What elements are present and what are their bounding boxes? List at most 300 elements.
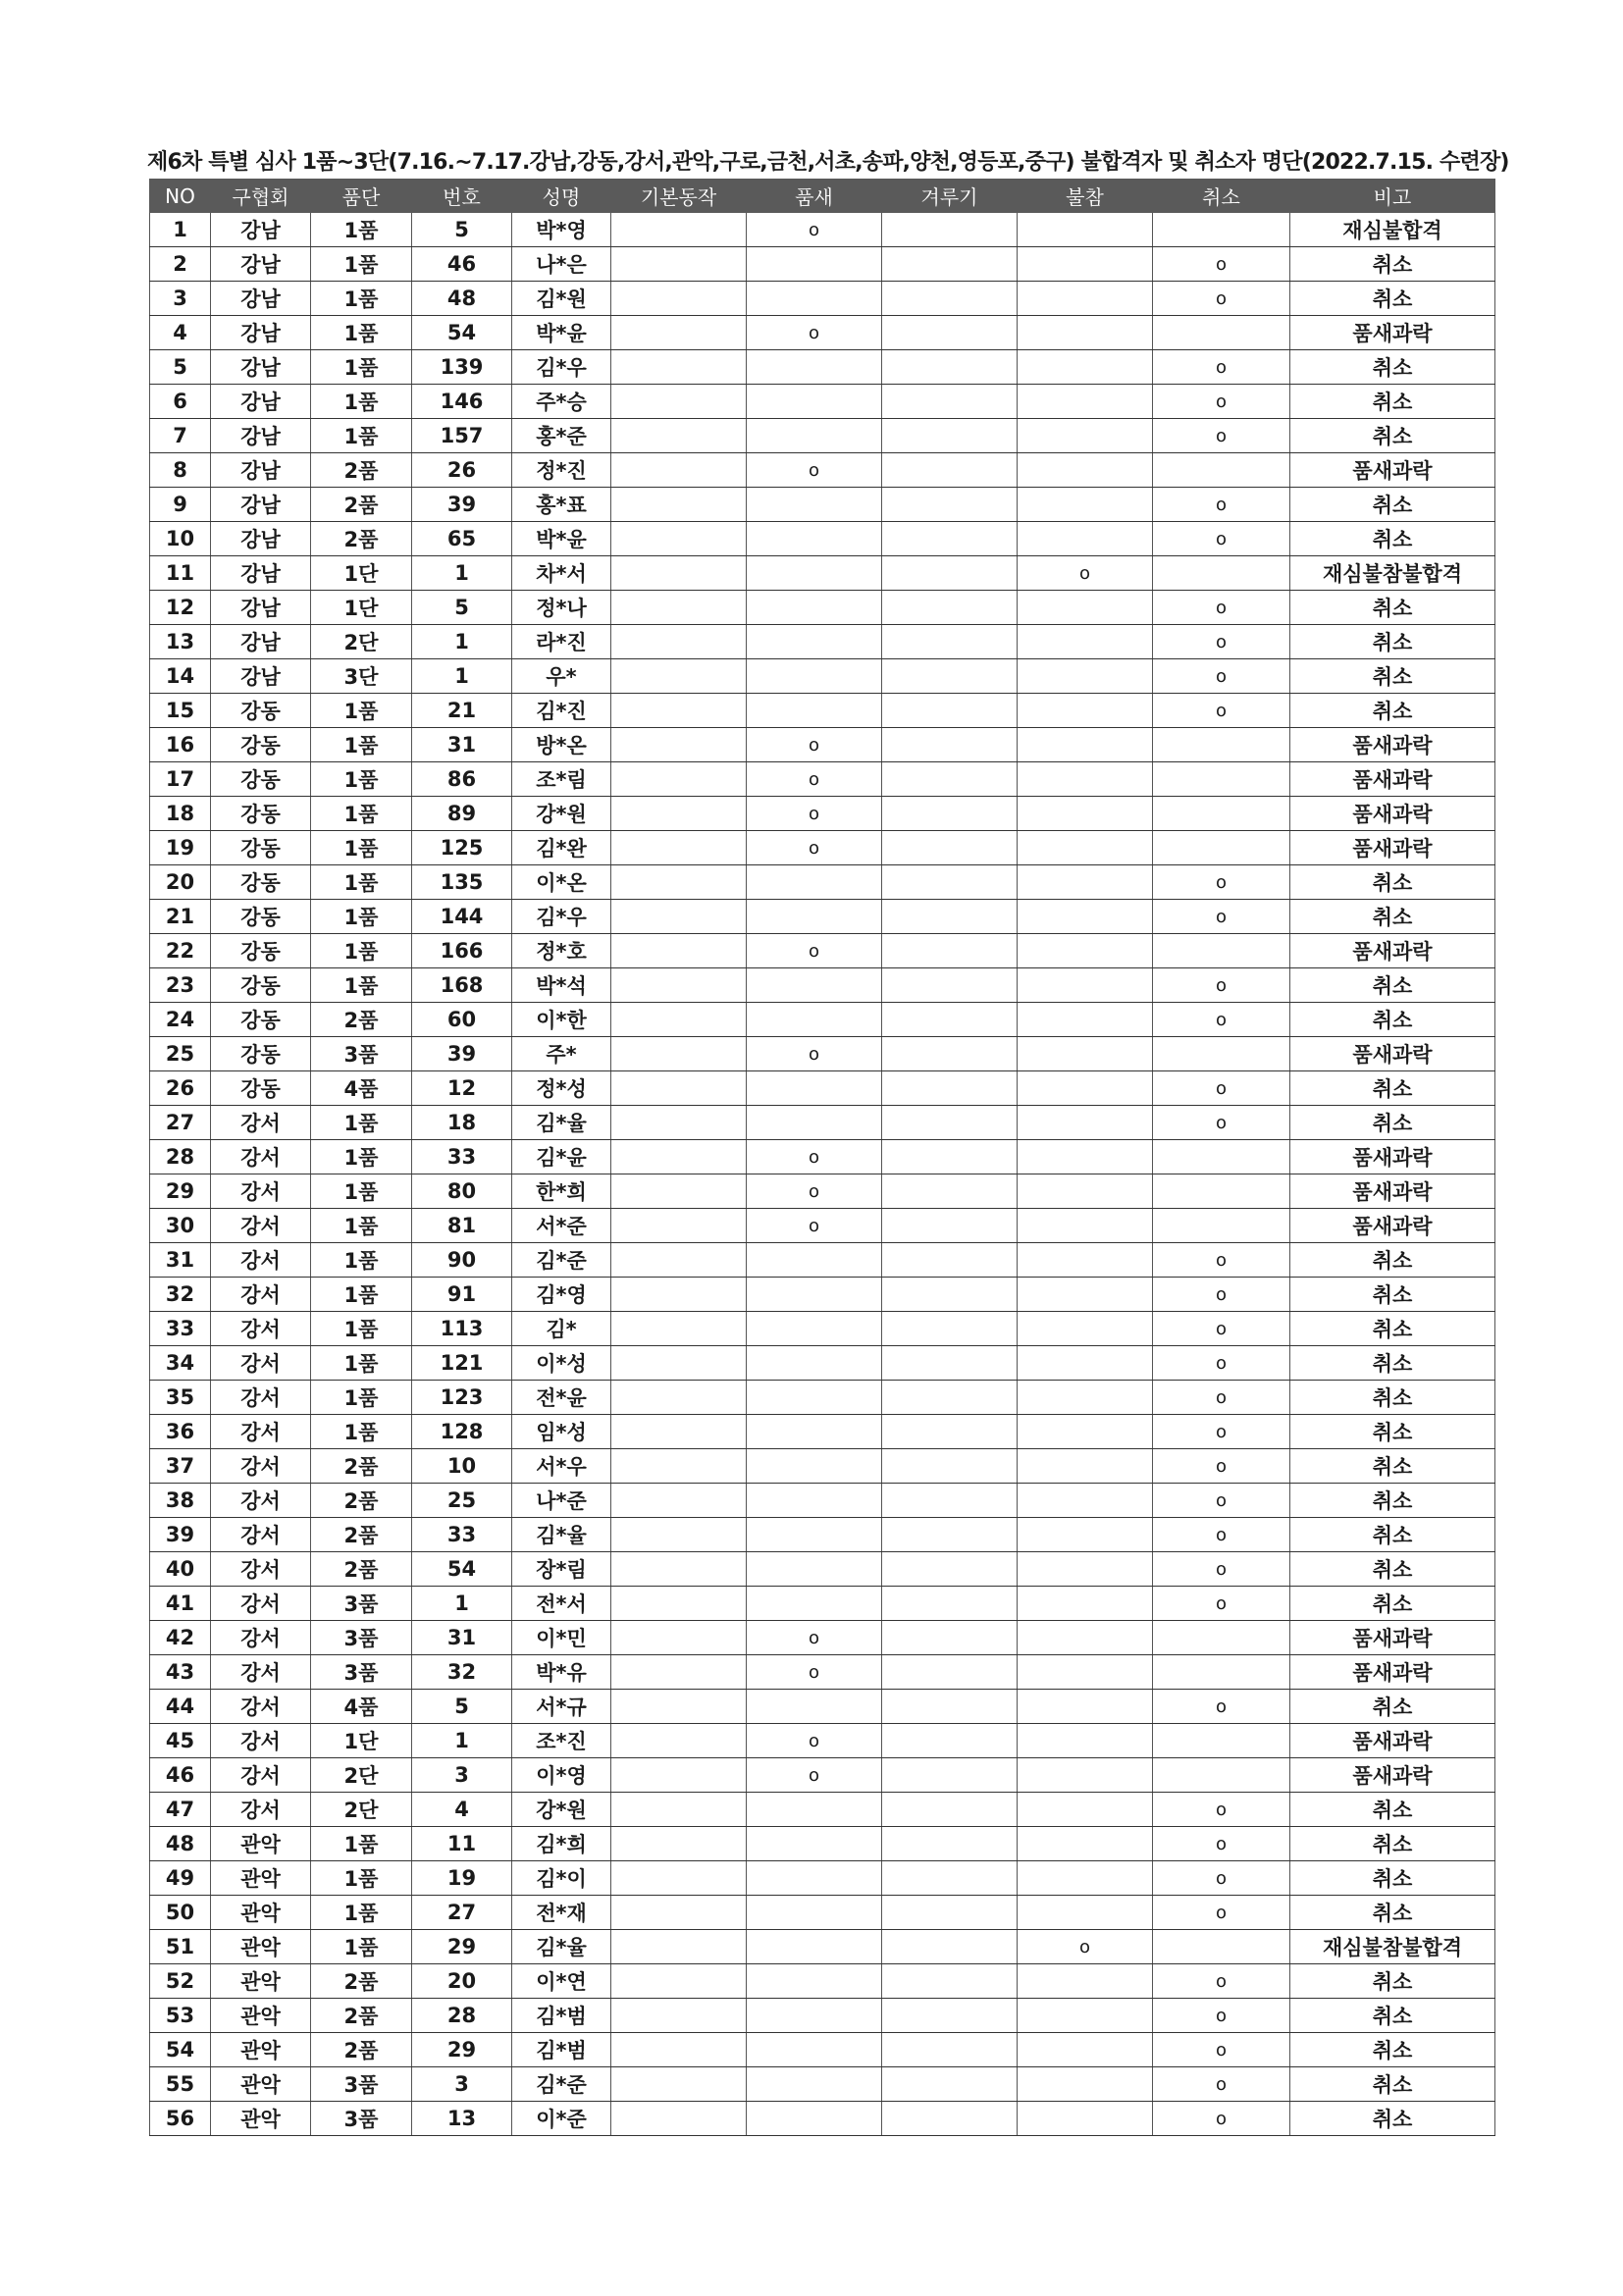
cell-basic-mark (611, 1037, 747, 1071)
cell-number: 13 (412, 2102, 512, 2136)
cell-grade: 2품 (311, 2033, 412, 2067)
cell-poomsae-mark (747, 1999, 882, 2033)
cell-absent-mark (1018, 1999, 1153, 2033)
col-header-basic: 기본동작 (611, 180, 747, 213)
cell-grade: 2품 (311, 1964, 412, 1999)
cell-basic-mark (611, 1243, 747, 1278)
cell-grade: 1품 (311, 900, 412, 934)
cell-grade: 1품 (311, 1861, 412, 1896)
cell-absent-mark (1018, 316, 1153, 350)
cell-note: 취소 (1290, 419, 1495, 453)
cell-poomsae-mark: o (747, 797, 882, 831)
table-row (150, 1484, 1495, 1518)
cell-poomsae-mark (747, 1071, 882, 1106)
cell-no: 37 (150, 1449, 211, 1484)
cell-no: 45 (150, 1724, 211, 1758)
cell-note: 취소 (1290, 625, 1495, 659)
cell-district: 강동 (211, 1037, 311, 1071)
table-row (150, 213, 1495, 247)
cell-no: 49 (150, 1861, 211, 1896)
cell-basic-mark (611, 419, 747, 453)
cell-cancel-mark: o (1153, 1861, 1290, 1896)
table-row (150, 1964, 1495, 1999)
table-row (150, 1518, 1495, 1552)
cell-no: 46 (150, 1758, 211, 1793)
cell-sparring-mark (882, 1484, 1018, 1518)
cell-number: 80 (412, 1174, 512, 1209)
cell-number: 4 (412, 1793, 512, 1827)
cell-number: 29 (412, 1930, 512, 1964)
cell-note: 취소 (1290, 350, 1495, 385)
cell-basic-mark (611, 694, 747, 728)
table-row (150, 900, 1495, 934)
cell-note: 품새과락 (1290, 316, 1495, 350)
cell-grade: 2품 (311, 1552, 412, 1587)
cell-sparring-mark (882, 1071, 1018, 1106)
cell-poomsae-mark: o (747, 453, 882, 488)
cell-district: 관악 (211, 1964, 311, 1999)
cell-basic-mark (611, 1003, 747, 1037)
cell-sparring-mark (882, 1106, 1018, 1140)
cell-cancel-mark: o (1153, 1071, 1290, 1106)
table-row (150, 762, 1495, 797)
cell-note: 취소 (1290, 659, 1495, 694)
cell-poomsae-mark (747, 1518, 882, 1552)
cell-cancel-mark: o (1153, 1484, 1290, 1518)
cell-district: 관악 (211, 1827, 311, 1861)
cell-no: 5 (150, 350, 211, 385)
cell-sparring-mark (882, 2102, 1018, 2136)
cell-number: 1 (412, 625, 512, 659)
cell-name: 한*희 (512, 1174, 611, 1209)
cell-name: 김*범 (512, 2033, 611, 2067)
cell-district: 강서 (211, 1621, 311, 1655)
cell-district: 관악 (211, 1930, 311, 1964)
cell-no: 20 (150, 865, 211, 900)
cell-no: 42 (150, 1621, 211, 1655)
cell-name: 이*온 (512, 865, 611, 900)
cell-cancel-mark (1153, 1140, 1290, 1174)
cell-basic-mark (611, 1140, 747, 1174)
cell-sparring-mark (882, 1964, 1018, 1999)
cell-name: 강*원 (512, 797, 611, 831)
cell-name: 전*재 (512, 1896, 611, 1930)
cell-no: 28 (150, 1140, 211, 1174)
cell-name: 김*진 (512, 694, 611, 728)
cell-grade: 3단 (311, 659, 412, 694)
cell-district: 강서 (211, 1449, 311, 1484)
col-header-sparring: 겨루기 (882, 180, 1018, 213)
cell-district: 강남 (211, 556, 311, 591)
cell-sparring-mark (882, 1518, 1018, 1552)
cell-grade: 1품 (311, 247, 412, 282)
cell-grade: 3품 (311, 1587, 412, 1621)
table-row (150, 350, 1495, 385)
cell-absent-mark (1018, 2067, 1153, 2102)
cell-number: 25 (412, 1484, 512, 1518)
cell-no: 11 (150, 556, 211, 591)
cell-cancel-mark (1153, 1758, 1290, 1793)
cell-poomsae-mark (747, 1587, 882, 1621)
cell-note: 취소 (1290, 968, 1495, 1003)
table-row (150, 625, 1495, 659)
cell-poomsae-mark (747, 488, 882, 522)
cell-number: 121 (412, 1346, 512, 1381)
cell-district: 강동 (211, 900, 311, 934)
cell-grade: 1품 (311, 1209, 412, 1243)
table-row (150, 1415, 1495, 1449)
cell-sparring-mark (882, 2033, 1018, 2067)
cell-no: 52 (150, 1964, 211, 1999)
cell-absent-mark: o (1018, 1930, 1153, 1964)
cell-basic-mark (611, 2102, 747, 2136)
cell-grade: 1품 (311, 865, 412, 900)
cell-grade: 1단 (311, 556, 412, 591)
cell-note: 품새과락 (1290, 1140, 1495, 1174)
cell-cancel-mark (1153, 316, 1290, 350)
cell-number: 1 (412, 556, 512, 591)
cell-grade: 4품 (311, 1690, 412, 1724)
cell-poomsae-mark: o (747, 1655, 882, 1690)
cell-grade: 1품 (311, 728, 412, 762)
cell-district: 강서 (211, 1209, 311, 1243)
cell-basic-mark (611, 556, 747, 591)
cell-number: 18 (412, 1106, 512, 1140)
cell-cancel-mark (1153, 797, 1290, 831)
cell-sparring-mark (882, 625, 1018, 659)
cell-district: 강남 (211, 453, 311, 488)
cell-note: 취소 (1290, 1827, 1495, 1861)
cell-no: 17 (150, 762, 211, 797)
cell-basic-mark (611, 831, 747, 865)
table-row (150, 1312, 1495, 1346)
cell-grade: 3품 (311, 1621, 412, 1655)
cell-sparring-mark (882, 1896, 1018, 1930)
cell-basic-mark (611, 1758, 747, 1793)
cell-cancel-mark: o (1153, 2033, 1290, 2067)
cell-number: 32 (412, 1655, 512, 1690)
cell-note: 취소 (1290, 2102, 1495, 2136)
cell-cancel-mark: o (1153, 625, 1290, 659)
cell-grade: 1품 (311, 282, 412, 316)
cell-no: 10 (150, 522, 211, 556)
cell-cancel-mark: o (1153, 1449, 1290, 1484)
cell-absent-mark (1018, 488, 1153, 522)
cell-poomsae-mark (747, 1312, 882, 1346)
cell-sparring-mark (882, 350, 1018, 385)
cell-name: 이*민 (512, 1621, 611, 1655)
table-row (150, 488, 1495, 522)
cell-absent-mark (1018, 1724, 1153, 1758)
cell-grade: 3품 (311, 2067, 412, 2102)
cell-note: 취소 (1290, 1896, 1495, 1930)
cell-poomsae-mark (747, 350, 882, 385)
cell-note: 취소 (1290, 385, 1495, 419)
table-row (150, 1587, 1495, 1621)
cell-sparring-mark (882, 1140, 1018, 1174)
cell-no: 51 (150, 1930, 211, 1964)
table-row (150, 385, 1495, 419)
cell-no: 35 (150, 1381, 211, 1415)
cell-poomsae-mark (747, 1449, 882, 1484)
cell-sparring-mark (882, 1690, 1018, 1724)
cell-cancel-mark: o (1153, 1346, 1290, 1381)
cell-number: 144 (412, 900, 512, 934)
cell-basic-mark (611, 1621, 747, 1655)
cell-sparring-mark (882, 556, 1018, 591)
col-header-number: 번호 (412, 180, 512, 213)
cell-sparring-mark (882, 1174, 1018, 1209)
cell-basic-mark (611, 316, 747, 350)
cell-sparring-mark (882, 522, 1018, 556)
cell-basic-mark (611, 900, 747, 934)
cell-grade: 2단 (311, 625, 412, 659)
cell-absent-mark (1018, 453, 1153, 488)
cell-note: 취소 (1290, 1106, 1495, 1140)
cell-absent-mark (1018, 1003, 1153, 1037)
cell-note: 취소 (1290, 282, 1495, 316)
cell-number: 89 (412, 797, 512, 831)
cell-district: 강서 (211, 1758, 311, 1793)
table-row (150, 1449, 1495, 1484)
cell-poomsae-mark (747, 1003, 882, 1037)
cell-basic-mark (611, 728, 747, 762)
cell-note: 취소 (1290, 2033, 1495, 2067)
cell-sparring-mark (882, 1999, 1018, 2033)
cell-grade: 2단 (311, 1758, 412, 1793)
table-row (150, 1999, 1495, 2033)
cell-name: 김* (512, 1312, 611, 1346)
table-body (150, 213, 1495, 2136)
cell-name: 김*원 (512, 282, 611, 316)
cell-absent-mark (1018, 1174, 1153, 1209)
cell-name: 서*준 (512, 1209, 611, 1243)
cell-sparring-mark (882, 900, 1018, 934)
cell-district: 강서 (211, 1415, 311, 1449)
cell-absent-mark (1018, 522, 1153, 556)
cell-poomsae-mark (747, 1381, 882, 1415)
cell-sparring-mark (882, 247, 1018, 282)
cell-absent-mark (1018, 1621, 1153, 1655)
table-row (150, 968, 1495, 1003)
table-row (150, 1690, 1495, 1724)
cell-grade: 2단 (311, 1793, 412, 1827)
cell-no: 32 (150, 1278, 211, 1312)
cell-district: 강서 (211, 1243, 311, 1278)
cell-grade: 1품 (311, 762, 412, 797)
col-header-grade: 품단 (311, 180, 412, 213)
cell-poomsae-mark (747, 1346, 882, 1381)
cell-absent-mark (1018, 659, 1153, 694)
cell-no: 22 (150, 934, 211, 968)
cell-poomsae-mark (747, 1106, 882, 1140)
cell-basic-mark (611, 1827, 747, 1861)
cell-sparring-mark (882, 659, 1018, 694)
cell-number: 139 (412, 350, 512, 385)
cell-district: 강서 (211, 1793, 311, 1827)
cell-poomsae-mark: o (747, 1724, 882, 1758)
cell-cancel-mark: o (1153, 1312, 1290, 1346)
cell-note: 취소 (1290, 1587, 1495, 1621)
cell-district: 강동 (211, 728, 311, 762)
cell-absent-mark (1018, 1071, 1153, 1106)
cell-note: 품새과락 (1290, 1209, 1495, 1243)
cell-absent-mark (1018, 1861, 1153, 1896)
cell-number: 168 (412, 968, 512, 1003)
cell-grade: 1품 (311, 1140, 412, 1174)
cell-basic-mark (611, 1209, 747, 1243)
cell-number: 54 (412, 1552, 512, 1587)
cell-name: 방*온 (512, 728, 611, 762)
col-header-cancel: 취소 (1153, 180, 1290, 213)
cell-no: 50 (150, 1896, 211, 1930)
cell-no: 23 (150, 968, 211, 1003)
cell-name: 김*준 (512, 1243, 611, 1278)
cell-basic-mark (611, 1552, 747, 1587)
cell-district: 강동 (211, 1003, 311, 1037)
cell-grade: 3품 (311, 2102, 412, 2136)
cell-no: 3 (150, 282, 211, 316)
cell-note: 취소 (1290, 1346, 1495, 1381)
cell-name: 전*윤 (512, 1381, 611, 1415)
cell-sparring-mark (882, 1278, 1018, 1312)
cell-poomsae-mark (747, 1278, 882, 1312)
cell-number: 123 (412, 1381, 512, 1415)
cell-note: 취소 (1290, 522, 1495, 556)
cell-cancel-mark: o (1153, 1415, 1290, 1449)
cell-district: 강남 (211, 488, 311, 522)
table-header-row (150, 180, 1495, 213)
cell-absent-mark (1018, 1896, 1153, 1930)
cell-grade: 3품 (311, 1037, 412, 1071)
cell-absent-mark (1018, 968, 1153, 1003)
cell-sparring-mark (882, 488, 1018, 522)
cell-name: 박*유 (512, 1655, 611, 1690)
cell-number: 157 (412, 419, 512, 453)
cell-poomsae-mark (747, 556, 882, 591)
cell-no: 43 (150, 1655, 211, 1690)
cell-basic-mark (611, 1930, 747, 1964)
cell-absent-mark (1018, 1449, 1153, 1484)
cell-cancel-mark: o (1153, 282, 1290, 316)
cell-note: 품새과락 (1290, 1174, 1495, 1209)
cell-sparring-mark (882, 1037, 1018, 1071)
cell-district: 관악 (211, 1999, 311, 2033)
cell-absent-mark (1018, 1552, 1153, 1587)
cell-poomsae-mark (747, 282, 882, 316)
table-row (150, 1861, 1495, 1896)
cell-sparring-mark (882, 1793, 1018, 1827)
cell-no: 7 (150, 419, 211, 453)
cell-absent-mark (1018, 1655, 1153, 1690)
cell-poomsae-mark (747, 1552, 882, 1587)
cell-note: 품새과락 (1290, 1758, 1495, 1793)
cell-name: 장*림 (512, 1552, 611, 1587)
cell-note: 취소 (1290, 900, 1495, 934)
cell-note: 취소 (1290, 1449, 1495, 1484)
table-row (150, 522, 1495, 556)
cell-number: 46 (412, 247, 512, 282)
cell-absent-mark (1018, 247, 1153, 282)
cell-poomsae-mark: o (747, 1621, 882, 1655)
table-row (150, 453, 1495, 488)
cell-absent-mark (1018, 1964, 1153, 1999)
cell-basic-mark (611, 1861, 747, 1896)
cell-number: 11 (412, 1827, 512, 1861)
cell-name: 홍*표 (512, 488, 611, 522)
cell-name: 서*우 (512, 1449, 611, 1484)
cell-absent-mark (1018, 1278, 1153, 1312)
cell-note: 취소 (1290, 591, 1495, 625)
cell-absent-mark (1018, 1381, 1153, 1415)
table-row (150, 247, 1495, 282)
cell-name: 김*준 (512, 2067, 611, 2102)
cell-note: 재심불참불합격 (1290, 1930, 1495, 1964)
cell-no: 14 (150, 659, 211, 694)
cell-district: 관악 (211, 2033, 311, 2067)
cell-number: 28 (412, 1999, 512, 2033)
document-title: 제6차 특별 심사 1품~3단(7.16.~7.17.강남,강동,강서,관악,구로,금천,서초,송파,양천,영등포,중구) 불합격자 및 취소자 명단(2022.7.15. 수련장) (147, 150, 1509, 175)
cell-basic-mark (611, 762, 747, 797)
cell-basic-mark (611, 625, 747, 659)
cell-district: 강서 (211, 1724, 311, 1758)
cell-note: 품새과락 (1290, 831, 1495, 865)
cell-name: 강*원 (512, 1793, 611, 1827)
cell-grade: 1단 (311, 591, 412, 625)
cell-no: 25 (150, 1037, 211, 1071)
cell-grade: 2품 (311, 1999, 412, 2033)
cell-sparring-mark (882, 1621, 1018, 1655)
col-header-note: 비고 (1290, 180, 1495, 213)
cell-name: 정*나 (512, 591, 611, 625)
cell-number: 39 (412, 488, 512, 522)
cell-cancel-mark: o (1153, 1999, 1290, 2033)
cell-note: 취소 (1290, 1690, 1495, 1724)
cell-basic-mark (611, 1278, 747, 1312)
cell-number: 12 (412, 1071, 512, 1106)
cell-name: 주*승 (512, 385, 611, 419)
table-row (150, 1278, 1495, 1312)
cell-no: 34 (150, 1346, 211, 1381)
cell-grade: 4품 (311, 1071, 412, 1106)
cell-number: 33 (412, 1140, 512, 1174)
cell-absent-mark (1018, 865, 1153, 900)
cell-basic-mark (611, 1449, 747, 1484)
cell-poomsae-mark (747, 1243, 882, 1278)
col-header-name: 성명 (512, 180, 611, 213)
cell-note: 취소 (1290, 1003, 1495, 1037)
cell-absent-mark (1018, 1518, 1153, 1552)
cell-cancel-mark (1153, 1174, 1290, 1209)
cell-basic-mark (611, 797, 747, 831)
cell-name: 라*진 (512, 625, 611, 659)
cell-no: 13 (150, 625, 211, 659)
cell-absent-mark (1018, 1827, 1153, 1861)
cell-absent-mark (1018, 934, 1153, 968)
cell-grade: 1품 (311, 694, 412, 728)
cell-number: 27 (412, 1896, 512, 1930)
cell-basic-mark (611, 2033, 747, 2067)
cell-basic-mark (611, 1690, 747, 1724)
cell-grade: 1품 (311, 934, 412, 968)
cell-district: 강서 (211, 1518, 311, 1552)
table-row (150, 316, 1495, 350)
cell-name: 김*완 (512, 831, 611, 865)
cell-number: 20 (412, 1964, 512, 1999)
cell-poomsae-mark: o (747, 1140, 882, 1174)
cell-note: 취소 (1290, 488, 1495, 522)
cell-no: 15 (150, 694, 211, 728)
